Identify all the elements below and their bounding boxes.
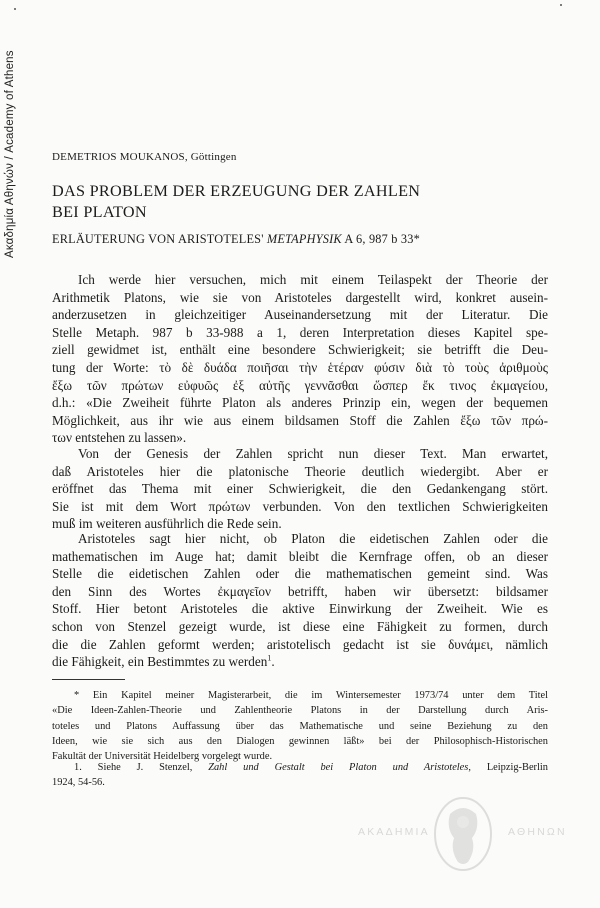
- text-line: d.h.: «Die Zweiheit führte Platon als anderes Prinzip ein, wegen der bequemen: [52, 395, 548, 411]
- article-subtitle: [52, 232, 572, 247]
- scan-speck: [560, 4, 562, 6]
- text-line: Sie ist mit dem Wort πρώτων verbunden. Von den textlichen Schwierigkeiten: [52, 498, 548, 514]
- text-line: die die Zahlen geformt werden; aristotelisch gedacht ist sie δυνάμει, nämlich: [52, 636, 548, 652]
- seal-text-left: ΑΚΑΔΗΜΙΑ: [358, 826, 430, 838]
- text-line: Stelle Metaph. 987 b 33-988 a 1, deren Interpretation dieses Kapitel spe-: [52, 324, 548, 340]
- footnote-line: Ideen, wie sie sich aus den Dialogen gewinnen läßt» bei der Philosophisch-Historischen: [52, 735, 548, 747]
- text-line: Möglichkeit, aus ihr wie aus einem bildsamen Stoff die Zahlen ἔξω τῶν πρώ-: [52, 412, 548, 428]
- footnote-italic: Zahl und Gestalt bei Platon und Aristoteles: [208, 762, 469, 773]
- text-line: tung der Worte: τὸ δὲ δυάδα ποιῆσαι τὴν ἑτέραν φύσιν διὰ τὸ τοὺς ἀριθμοὺς: [52, 359, 548, 375]
- text-line: Arithmetik Platons, wie sie von Aristoteles dargestellt wird, konkret ausein-: [52, 289, 548, 305]
- text-line: mathematischen im Auge hat; damit bleibt die Kernfrage offen, ob an dieser: [52, 548, 548, 564]
- vertical-watermark: Ακαδημία Αθηνών / Academy of Athens: [4, 50, 16, 258]
- academy-seal-icon: [432, 794, 494, 874]
- text-line: den Sinn des Wortes ἐκμαγεῖον betrifft, haben wir übersetzt: bildsamer: [52, 583, 548, 599]
- subtitle-ref: A 6, 987 b 33*: [341, 232, 420, 246]
- text-line: Ich werde hier versuchen, mich mit einem Teilaspekt der Theorie der: [78, 272, 548, 287]
- paragraph-3: [52, 530, 548, 671]
- footnote-line: toteles und Platons Auffassung über das Mathematische und seine Beziehung zu den: [52, 720, 548, 732]
- footnote-line: [52, 760, 548, 775]
- text-fragment: die Fähigkeit, ein Bestimmtes zu werden: [52, 654, 268, 670]
- text-line: [52, 653, 548, 671]
- text-line: Stoff. Hier betont Aristoteles die aktive Einwirkung der Zweiheit. Wie es: [52, 601, 548, 617]
- text-line: ἔξω τῶν πρώτων εὐφυῶς ἐξ αὐτῆς γεννᾶσθαι ὥσπερ ἔκ τινος ἐκμαγείου,: [52, 377, 548, 393]
- text-line: ziell gewidmet ist, enthält eine besondere Schwierigkeit; sie betrifft die Deu-: [52, 342, 548, 358]
- scan-speck: [14, 8, 16, 10]
- text-line: anderzusetzen in gleichzeitiger Auseinandersetzung mit der Literatur. Die: [52, 307, 548, 323]
- text-line: Stelle die eidetischen Zahlen oder die mathematischen gemeint sind. Was: [52, 566, 548, 582]
- footnote-asterisk: [52, 688, 548, 764]
- footnote-text: 1. Siehe J. Stenzel,: [74, 762, 209, 773]
- title-line: BEI PLATON: [52, 203, 147, 221]
- subtitle-italic: METAPHYSIK: [266, 232, 342, 246]
- author-line: [52, 151, 237, 163]
- footnote-ref[interactable]: 1: [267, 653, 272, 663]
- paragraph-2: [52, 445, 548, 533]
- text-line: daß Aristoteles hier die platonische Theorie deutlich wiedergibt. Aber er: [52, 463, 548, 479]
- subtitle-text: ERLÄUTERUNG VON ARISTOTELES': [52, 232, 267, 246]
- article-title: [52, 181, 572, 223]
- footnote-1: [52, 760, 548, 791]
- footnote-line: 1924, 54-56.: [52, 777, 105, 789]
- text-line: Von der Genesis der Zahlen spricht nun dieser Text. Man erwartet,: [78, 446, 548, 461]
- text-line: muß im weiteren ausführlich die Rede sein.: [52, 516, 282, 532]
- footnote-line: «Die Ideen-Zahlen-Theorie und Zahlentheorie Platons in der Darstellung durch Aris-: [52, 705, 548, 717]
- text-fragment: .: [271, 654, 275, 670]
- title-line: DAS PROBLEM DER ERZEUGUNG DER ZAHLEN: [52, 182, 421, 200]
- text-line: schon von Stenzel gezeigt wurde, ist diese eine Fähigkeit zu formen, durch: [52, 618, 548, 634]
- text-line: των entstehen zu lassen».: [52, 430, 187, 446]
- footnote-rule: [52, 679, 125, 680]
- author-location: , Göttingen: [184, 151, 237, 163]
- footnote-line: * Ein Kapitel meiner Magisterarbeit, die im Wintersemester 1973/74 unter dem Titel: [74, 690, 548, 701]
- text-line: eröffnet das Thema mit einer Schwierigkeit, die den Gedankengang stört.: [52, 481, 548, 497]
- text-line: Aristoteles sagt hier nicht, ob Platon die eidetischen Zahlen oder die: [78, 531, 548, 546]
- footnote-text: , Leipzig-Berlin: [468, 762, 548, 773]
- author-name: DEMETRIOS MOUKANOS: [52, 151, 185, 163]
- footnote-line: Fakultät der Universität Heidelberg vorgelegt wurde.: [52, 751, 273, 763]
- paragraph-1: [52, 271, 548, 447]
- seal-text-right: ΑΘΗΝΩΝ: [508, 826, 567, 838]
